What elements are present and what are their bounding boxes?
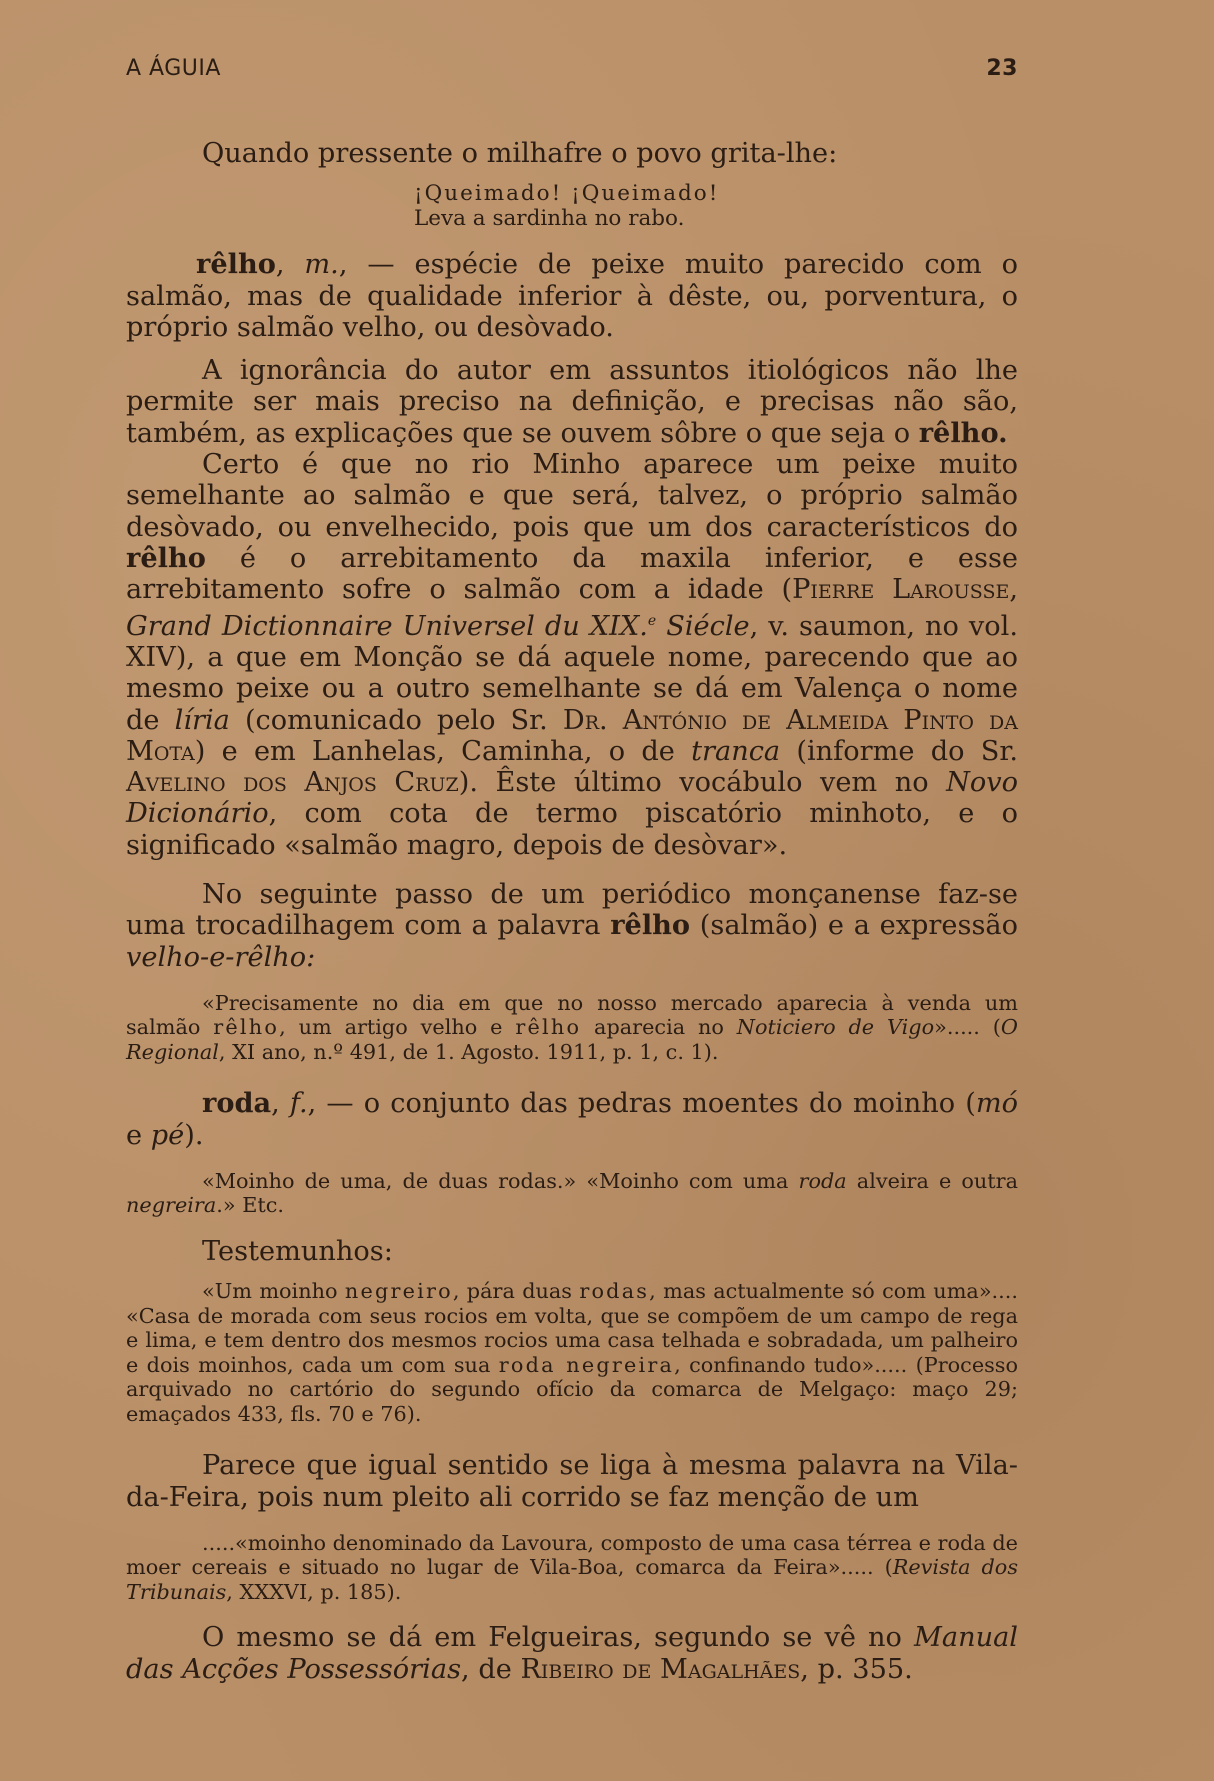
text-run: .» Etc. xyxy=(216,1193,285,1218)
book-page xyxy=(126,0,1018,1781)
text-run: O mesmo se dá em Felgueiras, segundo se vê no xyxy=(202,1622,915,1654)
journal-title-citation: Revista dos Tribunais xyxy=(126,1555,1018,1604)
text-run: , um artigo velho e xyxy=(279,1015,516,1040)
text-run: A ignorância do autor em assuntos itiológicos não lhe permite ser mais preciso na definição, e precisas não são, também, as explicações que se ouvem sôbre o que seja o xyxy=(126,355,1018,449)
paragraph-feira: Parece que igual sentido se liga à mesma palavra na Vila-da-Feira, pois num pleito ali corrido se faz menção de um xyxy=(126,1450,1018,1513)
spaced-term: rêlho xyxy=(213,1015,280,1040)
entry-roda: roda, f., — o conjunto das pedras moentes do moinho (mó e pé). xyxy=(126,1087,1018,1151)
book-title: Grand Dictionnaire Universel du XIX. xyxy=(126,610,648,642)
person-name: Avelino dos Anjos Cruz xyxy=(126,767,459,799)
text-run: , v. saumon, no vol. XIV), a que em Monção se dá aquele nome, parecendo que ao mesmo peixe ou a outro semelhante se dá em Valença o nome de xyxy=(126,610,1018,736)
text-run: , confinando tudo»..... (Processo arquivado no cartório do segundo ofício da comarca de Melgaço: maço 29; emaçados 433, fls. 70 e 76). xyxy=(126,1352,1018,1426)
person-name: Dr. António de Almeida Pinto da Mota xyxy=(126,704,1018,767)
quote-testemunhos xyxy=(126,1279,1018,1426)
italic-term: negreira xyxy=(126,1193,217,1218)
text-run: Certo é que no rio Minho aparece um peixe muito semelhante ao salmão e que será, talvez, o próprio salmão desòvado, ou envelhecido, pois que um dos característicos do xyxy=(126,449,1018,543)
paragraph-intro: Quando pressente o milhafre o povo grita-lhe: xyxy=(202,138,838,169)
text-run: .....«moinho denominado da Lavoura, composto de uma casa térrea e roda de moer cereais e situado no lugar de Vila-Boa, comarca da Feira»..... ( xyxy=(126,1530,1018,1580)
heading-testemunhos: Testemunhos: xyxy=(202,1235,393,1267)
text-run: alveira e outra xyxy=(846,1168,1018,1193)
paragraph-certo xyxy=(126,449,1018,861)
italic-term: líria xyxy=(174,704,230,736)
italic-term: pé xyxy=(150,1119,185,1151)
text-run: ). Êste último vocábulo vem no xyxy=(458,767,947,799)
gender-abbrev: m. xyxy=(304,249,339,281)
quote-lavoura xyxy=(126,1531,1018,1605)
text-run: , de xyxy=(461,1653,521,1685)
text-run: e xyxy=(126,1119,151,1151)
entry-relho: rêlho, m., — espécie de peixe muito parecido com o salmão, mas de qualidade inferior à dêste, ou, porventura, o próprio salmão velho, ou desòvado. xyxy=(126,248,1018,343)
spaced-term: roda negreira xyxy=(498,1352,675,1377)
verse-quote xyxy=(414,181,1018,231)
headword: rêlho xyxy=(196,248,276,281)
text-run: aparecia no xyxy=(581,1015,737,1040)
text-run: »..... ( xyxy=(934,1015,1001,1040)
definition-text: , — espécie de peixe muito parecido com o salmão, mas de qualidade inferior à dêste, ou, porventura, o próprio salmão velho, ou desòvado. xyxy=(126,249,1018,343)
page-number: 23 xyxy=(986,56,1018,81)
text-run: (informe do Sr. xyxy=(780,735,1018,767)
headword: roda xyxy=(202,1087,272,1120)
spaced-term: negreiro xyxy=(344,1279,453,1304)
page-body xyxy=(126,138,1018,1685)
paragraph-ignorance xyxy=(126,355,1018,449)
book-title: Novo Dicionário xyxy=(126,767,1018,830)
text-run: «Moinho de uma, de duas rodas.» «Moinho com uma xyxy=(202,1168,799,1193)
text-run: , XI ano, n.º 491, de 1. Agosto. 1911, p. 1, c. 1). xyxy=(218,1039,719,1064)
verse-line: ¡Queimado! ¡Queimado! xyxy=(414,181,720,207)
verse-line: Leva a sardinha no rabo. xyxy=(414,206,685,232)
newspaper-title: O Regional xyxy=(126,1015,1018,1064)
text-run: «Precisamente no dia em que no nosso mercado aparecia à venda um salmão xyxy=(126,990,1018,1040)
italic-term: roda xyxy=(798,1168,847,1193)
quote-moinho xyxy=(126,1169,1018,1218)
book-title: Manual das Acções Possessórias xyxy=(126,1622,1018,1685)
text-run: ) e em Lanhelas, Caminha, o de xyxy=(194,735,692,767)
text-run: ). xyxy=(184,1119,204,1151)
quote-regional xyxy=(126,991,1018,1065)
text-run: , com cota de termo piscatório minhoto, e o significado «salmão magro, depois de desòvar». xyxy=(126,798,1018,861)
newspaper-title: Noticiero de Vigo xyxy=(736,1015,935,1040)
text-run: , mas actualmente só com uma».... «Casa de morada com seus rocios em volta, que se compõem de um campo de rega e lima, e tem dentro dos mesmos rocios uma casa telhada e sobradada, um palheiro e dois moinhos, cada um com sua xyxy=(126,1279,1018,1377)
text-run: No seguinte passo de um periódico monçanense faz-se uma trocadilhagem com a palavra xyxy=(126,879,1018,942)
author-name: Ribeiro de Magalhães xyxy=(520,1653,801,1685)
paragraph-monconense xyxy=(126,879,1018,973)
spaced-term: rêlho xyxy=(515,1015,582,1040)
text-run: (salmão) e a expressão xyxy=(690,910,1018,942)
italic-term: tranca xyxy=(691,735,781,767)
text-run: (comunicado pelo Sr. xyxy=(229,704,563,736)
gender-abbrev: f. xyxy=(289,1088,308,1120)
running-head xyxy=(126,56,1018,81)
journal-title: A ÁGUIA xyxy=(126,56,221,81)
italic-term: mó xyxy=(975,1088,1018,1120)
italic-term: velho-e-rêlho: xyxy=(126,941,316,973)
author-name: Pierre Larousse xyxy=(792,574,1010,606)
superscript: e xyxy=(647,612,657,629)
book-title: Siécle xyxy=(656,610,750,642)
text-run: , xyxy=(1009,574,1018,606)
text-run: , p. 355. xyxy=(800,1653,913,1685)
bold-term: rêlho. xyxy=(918,416,1008,449)
spaced-term: rodas xyxy=(579,1279,650,1304)
bold-term: rêlho xyxy=(126,541,206,574)
text-run: , — o conjunto das pedras moentes do moinho ( xyxy=(307,1088,976,1120)
text-run: , pára duas xyxy=(452,1279,580,1304)
text-run: , XXXVI, p. 185). xyxy=(226,1579,402,1604)
text-run: «Um moinho xyxy=(202,1279,345,1304)
bold-term: rêlho xyxy=(610,909,691,942)
text-run: é o arrebitamento da maxila inferior, e esse arrebitamento sofre o salmão com a idade ( xyxy=(126,542,1018,606)
paragraph-felgueiras xyxy=(126,1622,1018,1685)
